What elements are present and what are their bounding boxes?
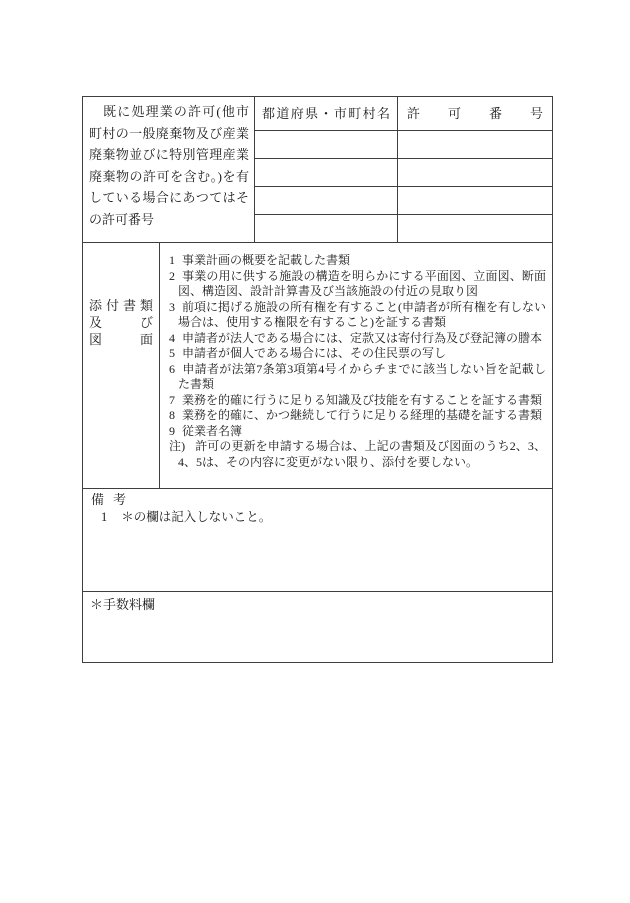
item-number: 注) bbox=[169, 439, 186, 453]
permit-grid-header-row bbox=[255, 97, 552, 130]
attachments-label-line: 図面 bbox=[89, 332, 153, 347]
item-number: 3 bbox=[169, 299, 175, 314]
list-item bbox=[169, 393, 546, 409]
list-item bbox=[169, 362, 546, 393]
permit-grid bbox=[255, 97, 552, 242]
list-item bbox=[169, 408, 546, 424]
prefecture-cell bbox=[255, 131, 398, 158]
existing-permit-description: 既に処理業の許可(他市町村の一般廃棄物及び産業廃棄物並びに特別管理産業廃棄物の許可を含む。)を有している場合にあつてはその許可番号 bbox=[83, 97, 255, 242]
permit-number-header-cell bbox=[398, 97, 552, 130]
list-item-note bbox=[169, 439, 546, 470]
attachments-label bbox=[83, 243, 160, 488]
attachments-section bbox=[83, 242, 552, 488]
permit-row bbox=[255, 130, 552, 158]
fee-section bbox=[83, 591, 552, 662]
permit-number-cell bbox=[398, 187, 552, 214]
prefecture-municipality-header: 都道府県・市町村名 bbox=[262, 106, 390, 121]
list-item bbox=[169, 269, 546, 300]
item-text: 前項に掲げる施設の所有権を有すること(申請者が所有権を有しない場合は、使用する権限を有すること)を証する書類 bbox=[178, 299, 546, 329]
item-text: 業務を的確に、かつ継続して行うに足りる経理的基礎を証する書類 bbox=[182, 408, 543, 422]
existing-permits-section bbox=[83, 97, 552, 242]
prefecture-cell bbox=[255, 187, 398, 214]
item-number: 1 bbox=[169, 253, 175, 267]
item-text: 業務を的確に行うに足りる知識及び技能を有することを証する書類 bbox=[182, 392, 543, 407]
prefecture-cell bbox=[255, 159, 398, 186]
item-text: 事業計画の概要を記載した書類 bbox=[182, 253, 351, 267]
fee-box-label: ＊手数料欄 bbox=[90, 597, 156, 612]
permit-number-cell bbox=[398, 131, 552, 158]
list-item bbox=[169, 300, 546, 331]
item-text: 申請者が法第7条第3項第4号イからチまでに該当しない旨を記載した書類 bbox=[178, 361, 546, 391]
permit-row bbox=[255, 186, 552, 214]
list-item bbox=[169, 253, 546, 269]
item-text: 従業者名簿 bbox=[182, 423, 243, 438]
item-text: 申請者が法人である場合には、定款又は寄付行為及び登記簿の謄本 bbox=[182, 330, 543, 345]
prefecture-municipality-header-cell bbox=[255, 97, 398, 130]
application-form-table bbox=[82, 96, 553, 663]
list-item bbox=[169, 424, 546, 440]
prefecture-cell bbox=[255, 215, 398, 242]
permit-row bbox=[255, 214, 552, 242]
item-text: 申請者が個人である場合には、その住民票の写し bbox=[182, 346, 447, 360]
list-item bbox=[169, 331, 546, 347]
item-number: 2 bbox=[169, 268, 175, 283]
attachments-list bbox=[160, 243, 552, 488]
item-number: 1 bbox=[101, 510, 108, 524]
permit-number-header: 許可番号 bbox=[407, 106, 543, 121]
item-number: 8 bbox=[169, 408, 175, 422]
item-number: 7 bbox=[169, 392, 175, 407]
item-text: ＊の欄は記入しないこと。 bbox=[121, 510, 272, 524]
attachments-label-line: 及び bbox=[89, 315, 153, 330]
remarks-section bbox=[83, 488, 552, 591]
item-number: 4 bbox=[169, 330, 175, 345]
item-number: 9 bbox=[169, 423, 175, 438]
item-number: 5 bbox=[169, 346, 175, 360]
remarks-title: 備考 bbox=[91, 492, 136, 507]
permit-row bbox=[255, 158, 552, 186]
attachments-label-line: 添付書類 bbox=[89, 298, 153, 313]
item-text: 事業の用に供する施設の構造を明らかにする平面図、立面図、断面図、構造図、設計計算書及び当該施設の付近の見取り図 bbox=[178, 268, 546, 298]
item-number: 6 bbox=[169, 361, 175, 376]
list-item bbox=[169, 346, 546, 362]
item-text: 許可の更新を申請する場合は、上記の書類及び図面のうち2、3、4、5は、その内容に変更がない限り、添付を要しない。 bbox=[178, 439, 546, 469]
permit-number-cell bbox=[398, 215, 552, 242]
remark-item bbox=[91, 509, 544, 525]
permit-number-cell bbox=[398, 159, 552, 186]
